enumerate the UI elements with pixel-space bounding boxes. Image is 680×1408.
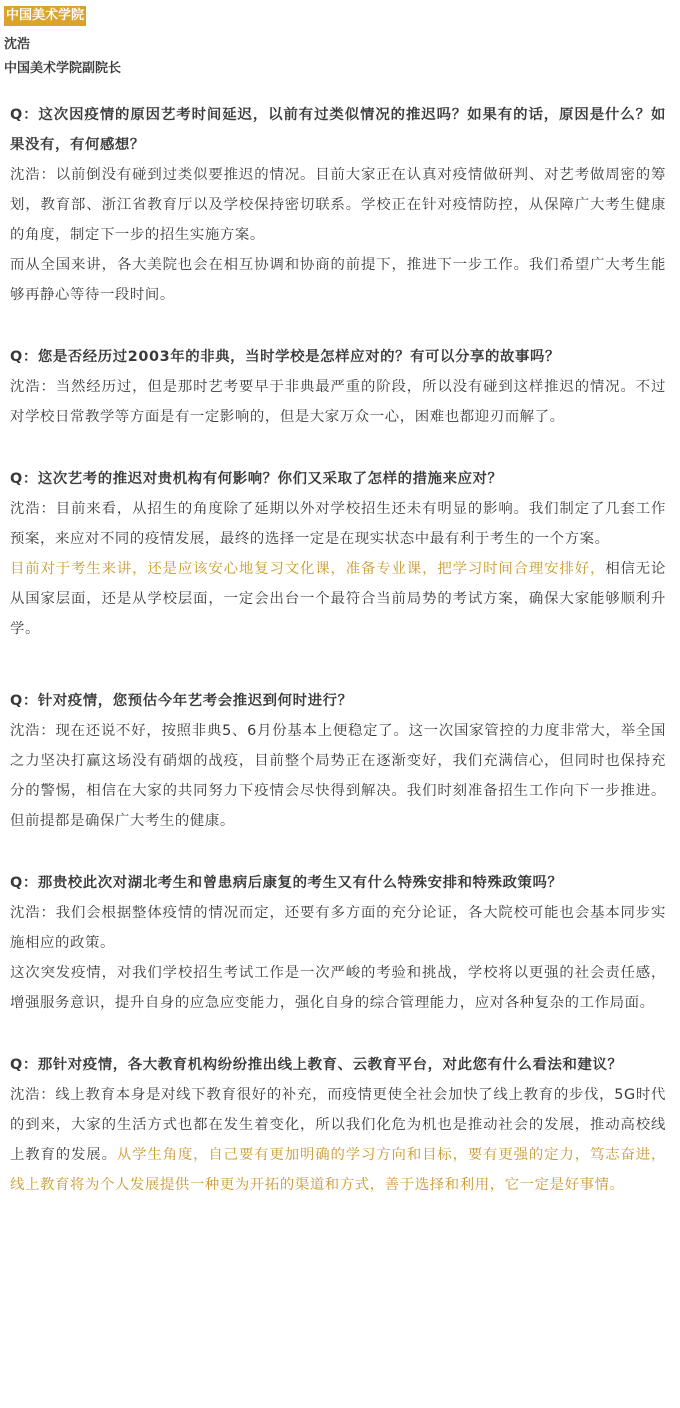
answer-4: 沈浩：现在还说不好，按照非典5、6月份基本上便稳定了。这一次国家管控的力度非常大，举全国之力坚决打赢这场没有硝烟的战疫，目前整个局势正在逐渐变好，我们充满信心，但同时也保持充分的警惕，相信在大家的共同努力下疫情会尽快得到解决。我们时刻准备招生工作向下一步推进。但前提都是确保广大考生的健康。 bbox=[10, 723, 666, 829]
question-3: Q：这次艺考的推迟对贵机构有何影响？你们又采取了怎样的措施来应对？ bbox=[10, 471, 503, 487]
answer-6-text: 沈浩：线上教育本身是对线下教育很好的补充，而疫情更使全社会加快了线上教育的步伐，5G时代的到来，大家的生活方式也都在发生着变化，所以我们化危为机也是推动社会的发展，推动高校线上教育的发展。 bbox=[10, 1087, 666, 1163]
answer-6 bbox=[10, 1080, 666, 1200]
question-6: Q：那针对疫情，各大教育机构纷纷推出线上教育、云教育平台，对此您有什么看法和建议？ bbox=[10, 1057, 623, 1073]
question-4: Q：针对疫情，您预估今年艺考会推迟到何时进行？ bbox=[10, 693, 353, 709]
answer-3-p2 bbox=[10, 554, 666, 644]
article-header bbox=[0, 0, 680, 78]
answer-5-p2: 这次突发疫情，对我们学校招生考试工作是一次严峻的考验和挑战，学校将以更强的社会责任感，增强服务意识，提升自身的应急应变能力，强化自身的综合管理能力，应对各种复杂的工作局面。 bbox=[10, 965, 666, 1011]
answer-5-p1: 沈浩：我们会根据整体疫情的情况而定，还要有多方面的充分论证，各大院校可能也会基本同步实施相应的政策。 bbox=[10, 905, 666, 951]
qa-block-4 bbox=[10, 686, 666, 836]
qa-block-1 bbox=[10, 100, 666, 310]
qa-block-2 bbox=[10, 342, 666, 432]
answer-3-p1: 沈浩：目前来看，从招生的角度除了延期以外对学校招生还未有明显的影响。我们制定了几套工作预案，来应对不同的疫情发展，最终的选择一定是在现实状态中最有利于考生的一个方案。 bbox=[10, 501, 666, 547]
school-tag: 中国美术学院 bbox=[4, 6, 86, 26]
qa-block-5 bbox=[10, 868, 666, 1018]
answer-3-highlight: 目前对于考生来讲，还是应该安心地复习文化课，准备专业课，把学习时间合理安排好， bbox=[10, 561, 606, 577]
answer-1-p1: 沈浩：以前倒没有碰到过类似要推迟的情况。目前大家正在认真对疫情做研判、对艺考做周密的筹划，教育部、浙江省教育厅以及学校保持密切联系。学校正在针对疫情防控，从保障广大考生健康的角度，制定下一步的招生实施方案。 bbox=[10, 167, 666, 243]
question-1: Q：这次因疫情的原因艺考时间延迟，以前有过类似情况的推迟吗？如果有的话，原因是什么？如果没有，有何感想？ bbox=[10, 107, 666, 153]
person-name: 沈浩 bbox=[4, 37, 31, 52]
question-5: Q：那贵校此次对湖北考生和曾患病后康复的考生又有什么特殊安排和特殊政策吗？ bbox=[10, 875, 563, 891]
interview-body bbox=[0, 78, 680, 1200]
answer-6-highlight: 从学生角度，自己要有更加明确的学习方向和目标，要有更强的定力，笃志奋进，线上教育将为个人发展提供一种更为开拓的渠道和方式，善于选择和利用，它一定是好事情。 bbox=[10, 1147, 667, 1193]
question-2: Q：您是否经历过2003年的非典，当时学校是怎样应对的？有可以分享的故事吗？ bbox=[10, 349, 560, 365]
qa-block-3 bbox=[10, 464, 666, 644]
qa-block-6 bbox=[10, 1050, 666, 1200]
answer-1-p2: 而从全国来讲，各大美院也会在相互协调和协商的前提下，推进下一步工作。我们希望广大考生能够再静心等待一段时间。 bbox=[10, 257, 666, 303]
answer-2: 沈浩：当然经历过，但是那时艺考要早于非典最严重的阶段，所以没有碰到这样推迟的情况。不过对学校日常教学等方面是有一定影响的，但是大家万众一心，困难也都迎刃而解了。 bbox=[10, 379, 666, 425]
answer-3-tail: 相信无论从国家层面，还是从学校层面，一定会出台一个最符合当前局势的考试方案，确保大家能够顺利升学。 bbox=[10, 561, 666, 637]
person-title: 中国美术学院副院长 bbox=[4, 61, 122, 76]
